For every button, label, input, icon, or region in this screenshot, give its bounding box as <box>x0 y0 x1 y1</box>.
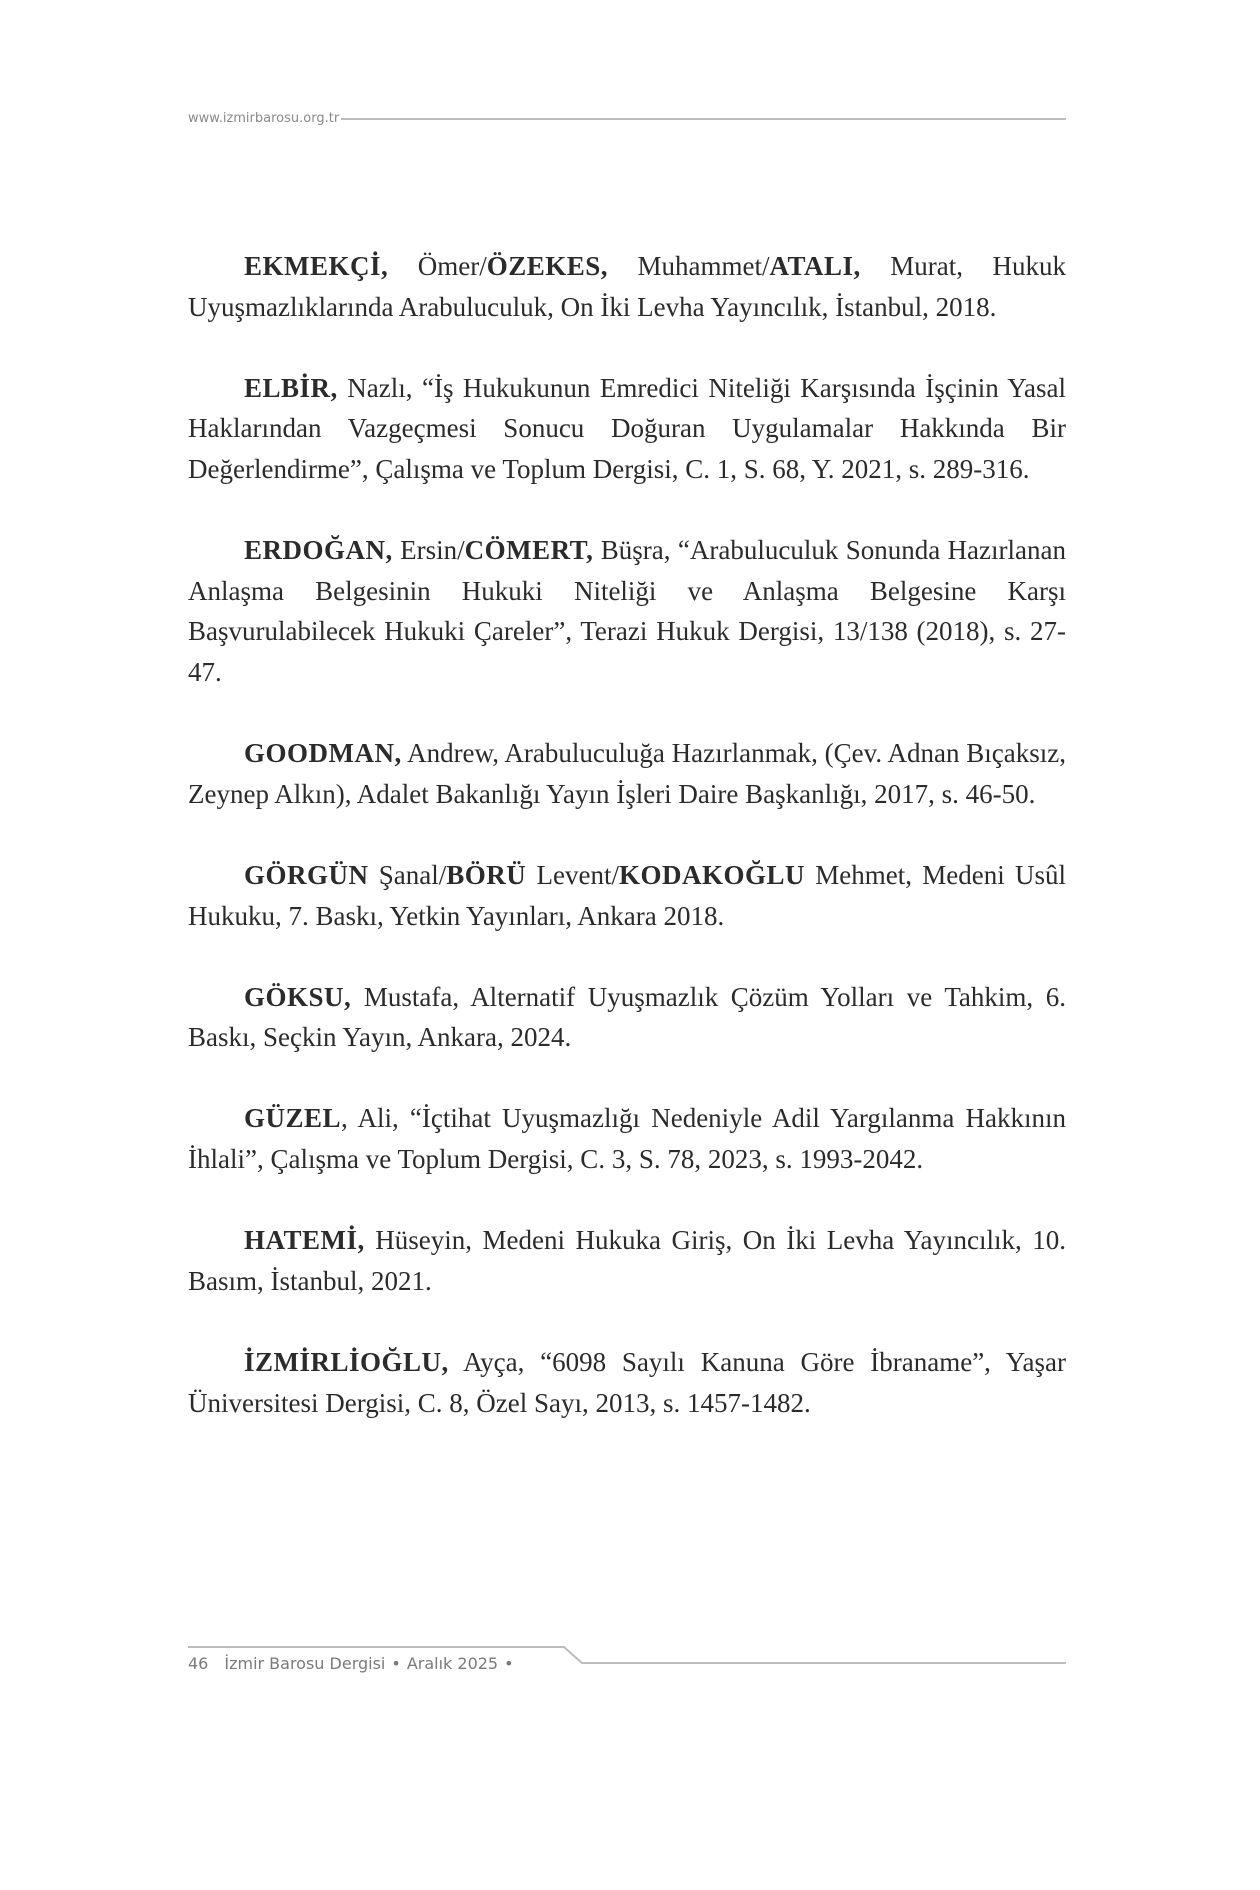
bibliography-entry <box>188 246 1066 327</box>
entry-text: Mehmet, Medeni Usûl Hukuku, 7. Baskı, Yetkin Yayınları, Ankara 2018. <box>188 859 1066 931</box>
entry-text: Ömer/ <box>388 251 487 281</box>
author-surname: GÖRGÜN <box>244 859 369 890</box>
entry-text: Murat, Hukuk Uyuşmazlıklarında Arabuluculuk, On İki Levha Yayıncılık, İstanbul, 2018. <box>188 251 1066 322</box>
author-surname: ÖZEKES, <box>486 251 609 281</box>
author-surname: CÖMERT, <box>464 535 594 566</box>
entry-text: Mustafa, Alternatif Uyuşmazlık Çözüm Yolları ve Tahkim, 6. Baskı, Seçkin Yayın, Ankara, 2024. <box>188 981 1066 1053</box>
author-surname: ELBİR, <box>244 372 338 403</box>
bibliography-entry <box>188 733 1066 814</box>
bibliography-entry <box>188 1098 1066 1179</box>
bibliography-entry <box>188 1220 1066 1301</box>
bibliography-entry <box>188 368 1066 490</box>
author-surname: BÖRÜ <box>446 859 527 890</box>
entry-text: Şanal/ <box>368 859 447 890</box>
bibliography-entry <box>188 977 1066 1058</box>
bibliography-entry <box>188 1342 1066 1423</box>
journal-name: İzmir Barosu Dergisi <box>224 1654 386 1673</box>
entry-text: , Ali, “İçtihat Uyuşmazlığı Nedeniyle Adil Yargılanma Hakkının İhlali”, Çalışma ve Toplum Dergisi, C. 3, S. 78, 2023, s. 1993-2042. <box>188 1103 1066 1175</box>
author-surname: ATALI, <box>769 251 861 281</box>
page-footer <box>188 1640 1066 1680</box>
footer-text <box>188 1654 524 1673</box>
header-rule <box>341 118 1066 120</box>
entry-text: Muhammet/ <box>608 251 770 281</box>
page-header <box>188 111 1066 126</box>
author-surname: GÜZEL <box>244 1103 342 1134</box>
entry-text: Levent/ <box>526 859 619 890</box>
bibliography-entry <box>188 530 1066 692</box>
entry-text: Andrew, Arabuluculuğa Hazırlanmak, (Çev. Adnan Bıçaksız, Zeynep Alkın), Adalet Bakanlığı Yayın İşleri Daire Başkanlığı, 2017, s. 46-50. <box>188 738 1066 809</box>
separator: • <box>504 1654 514 1673</box>
author-surname: GOODMAN, <box>244 738 402 769</box>
bibliography-list <box>188 246 1066 1464</box>
page-number: 46 <box>188 1654 209 1673</box>
author-surname: EKMEKÇİ, <box>244 251 389 281</box>
separator: • <box>391 1654 401 1673</box>
entry-text: Hüseyin, Medeni Hukuka Giriş, On İki Levha Yayıncılık, 10. Basım, İstanbul, 2021. <box>188 1225 1066 1296</box>
author-surname: İZMİRLİOĞLU, <box>244 1347 449 1378</box>
author-surname: HATEMİ, <box>244 1225 365 1256</box>
author-surname: KODAKOĞLU <box>619 859 806 890</box>
author-surname: ERDOĞAN, <box>244 535 393 566</box>
entry-text: Ayça, “6098 Sayılı Kanuna Göre İbraname”, Yaşar Üniversitesi Dergisi, C. 8, Özel Sayı, 2013, s. 1457-1482. <box>188 1347 1066 1418</box>
entry-text: Nazlı, “İş Hukukunun Emredici Niteliği Karşısında İşçinin Yasal Haklarından Vazgeçmesi Sonucu Doğuran Uygulamalar Hakkında Bir Değerlendirme”, Çalışma ve Toplum Dergisi, C. 1, S. 68, Y. 2021, s. 289-316. <box>188 372 1066 484</box>
entry-text: Büşra, “Arabuluculuk Sonunda Hazırlanan Anlaşma Belgesinin Hukuki Niteliği ve Anlaşma Belgesine Karşı Başvurulabilecek Hukuki Çareler”, Terazi Hukuk Dergisi, 13/138 (2018), s. 27-47. <box>188 535 1066 687</box>
author-surname: GÖKSU, <box>244 981 352 1012</box>
website-url: www.izmirbarosu.org.tr <box>188 111 340 126</box>
issue-date: Aralık 2025 <box>406 1654 499 1673</box>
entry-text: Ersin/ <box>392 535 465 566</box>
bibliography-entry <box>188 855 1066 936</box>
